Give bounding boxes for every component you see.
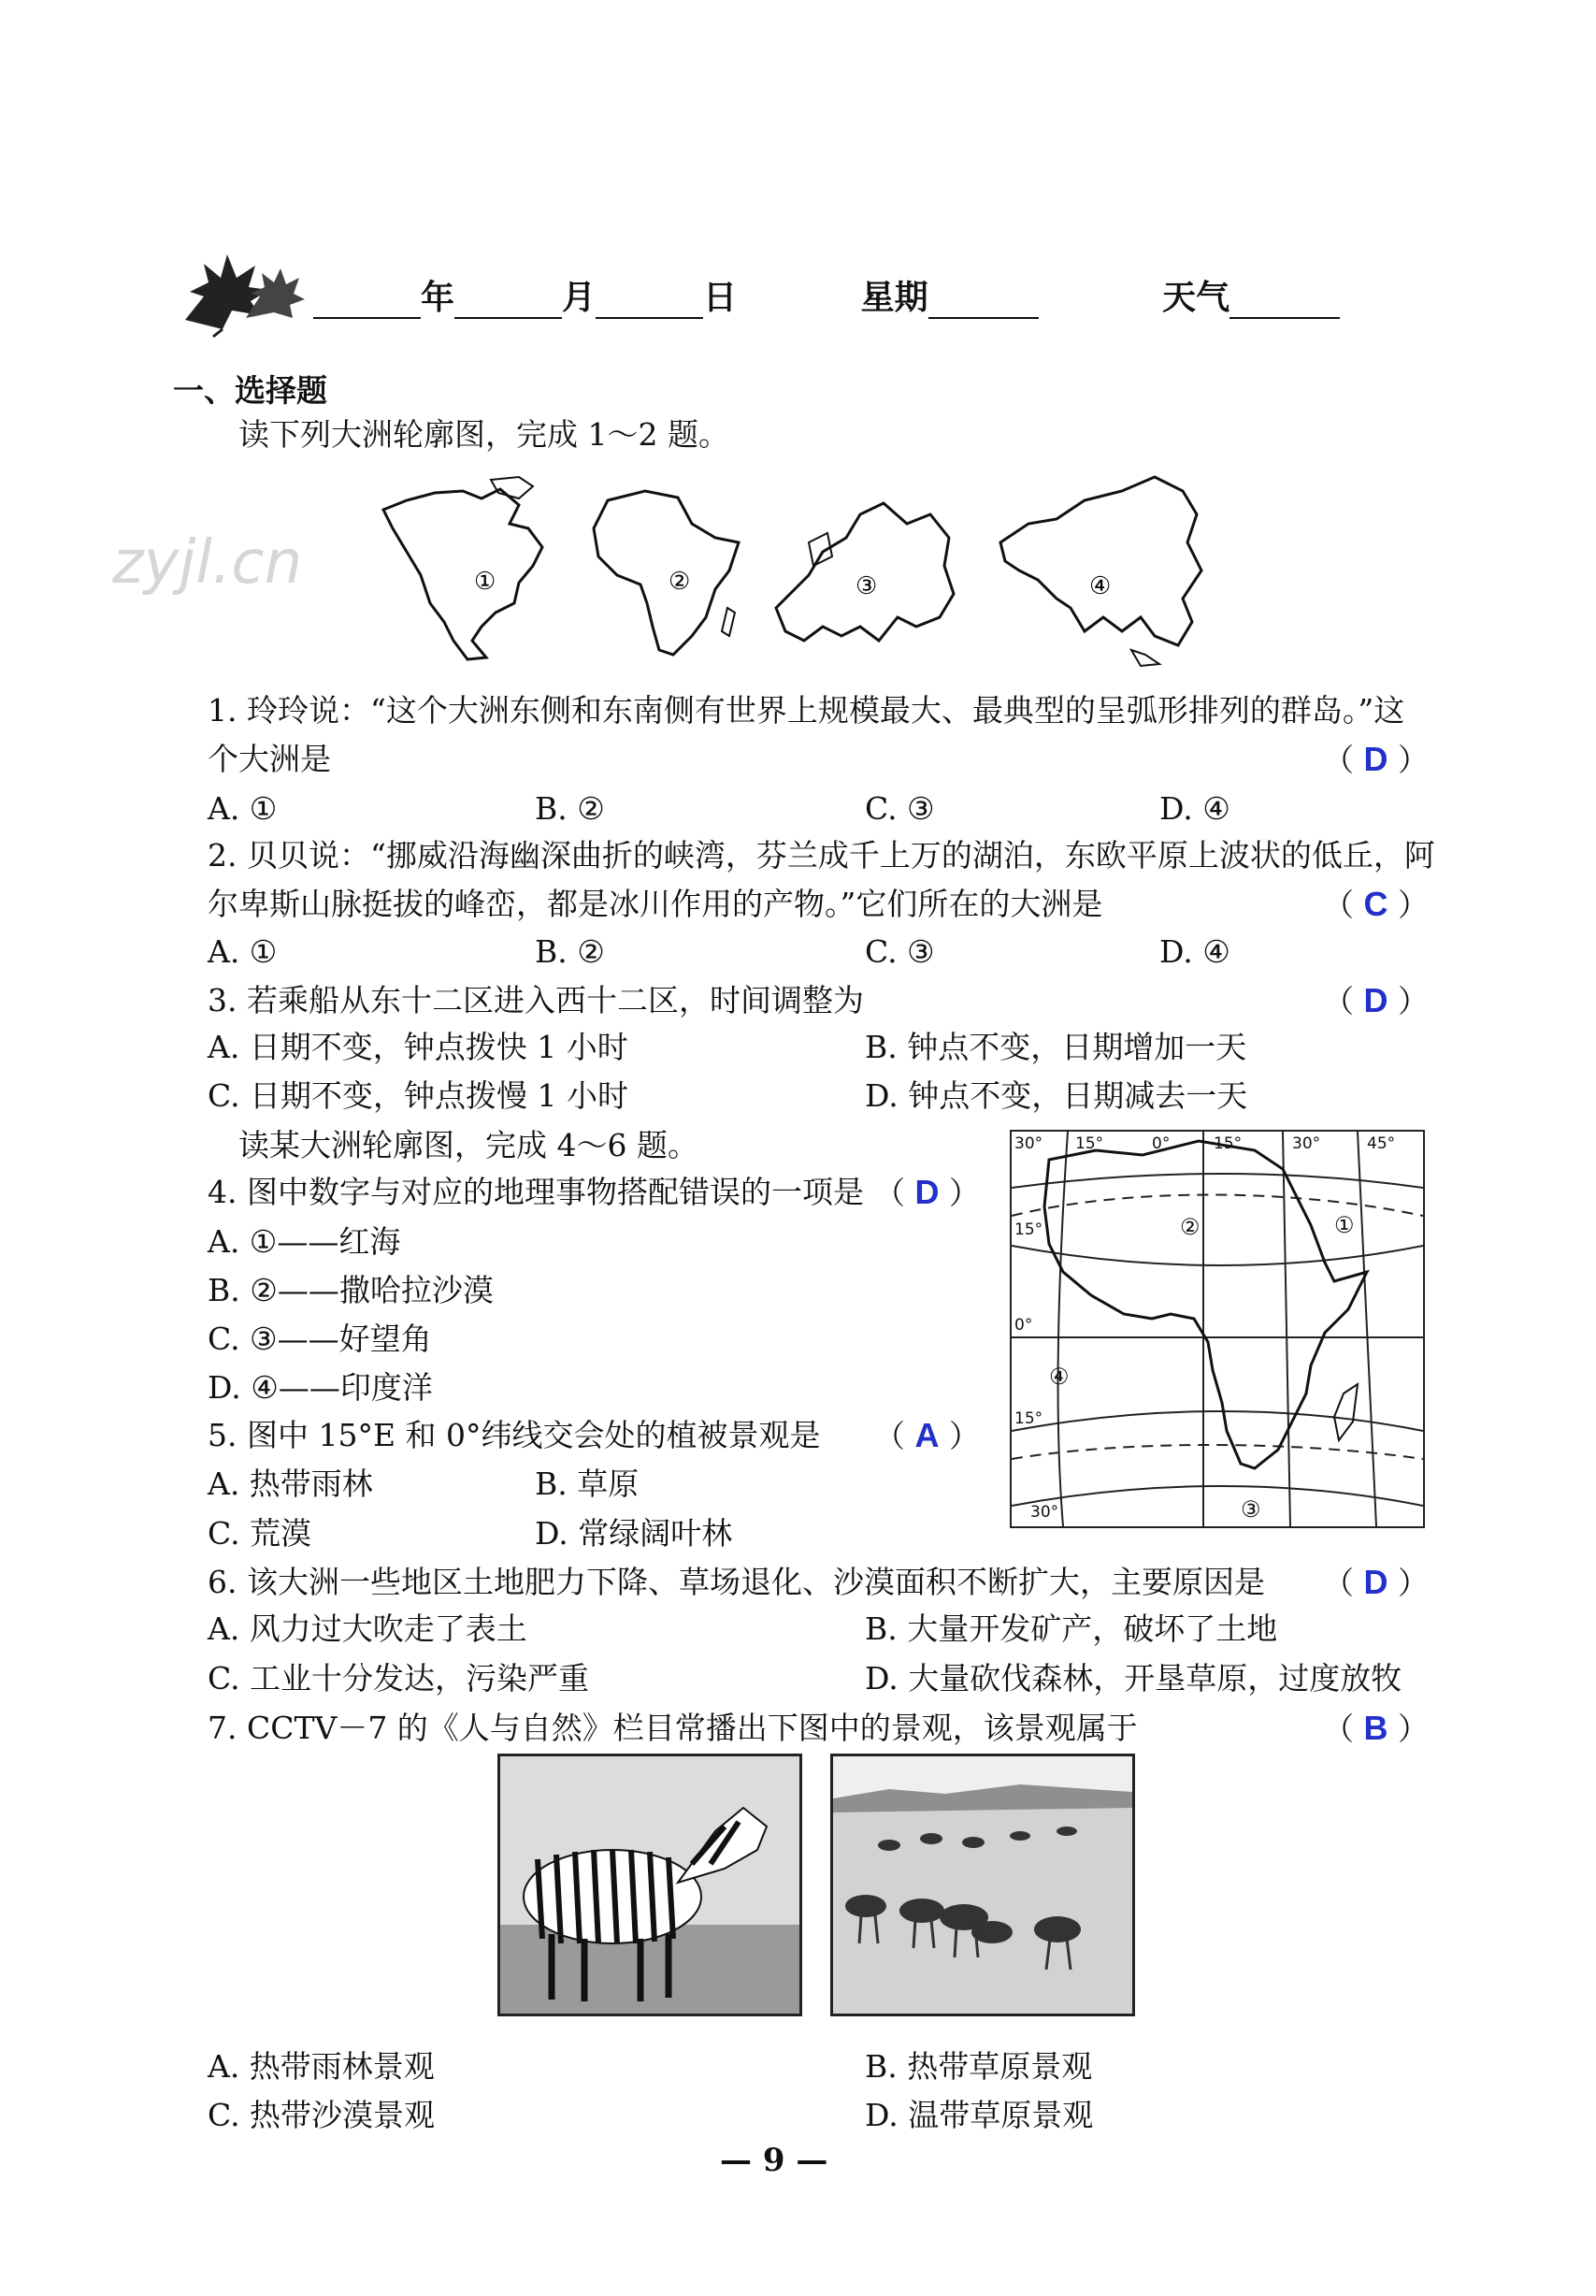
q6-answer: （ D ） — [1323, 1563, 1429, 1601]
q1-option-a[interactable]: A. ① — [208, 790, 278, 827]
q4-answer: （ D ） — [874, 1173, 980, 1211]
q6-answer-value: D — [1363, 1563, 1388, 1601]
q7-option-d[interactable]: D. 温带草原景观 — [865, 2097, 1094, 2133]
q5-option-d[interactable]: D. 常绿阔叶林 — [535, 1515, 733, 1552]
q1-option-c[interactable]: C. ③ — [865, 790, 935, 827]
q4-option-c[interactable]: C. ③——好望角 — [208, 1321, 432, 1357]
map-top-label-30w: 30° — [1014, 1134, 1043, 1153]
map-top-label-0: 0° — [1152, 1134, 1171, 1153]
week-blank[interactable] — [928, 285, 1039, 319]
day-blank[interactable] — [596, 285, 703, 319]
q5-answer-value: A — [914, 1416, 940, 1454]
q6-option-a[interactable]: A. 风力过大吹走了表土 — [208, 1610, 527, 1647]
q2-option-a[interactable]: A. ① — [208, 933, 278, 970]
q1-answer-value: D — [1363, 740, 1388, 778]
map-marker-1: ① — [1334, 1212, 1355, 1238]
map-label-3: ③ — [856, 572, 878, 600]
q1-option-b[interactable]: B. ② — [535, 790, 605, 827]
intro-q4-6: 读某大洲轮廓图，完成 4～6 题。 — [238, 1127, 698, 1163]
map-marker-3: ③ — [1241, 1496, 1261, 1523]
q2-line1: 2. 贝贝说：“挪威沿海幽深曲折的峡湾，芬兰成千上万的湖泊，东欧平原上波状的低丘，阿 — [208, 837, 1435, 874]
q7-option-c[interactable]: C. 热带沙漠景观 — [208, 2097, 436, 2133]
q4-option-d[interactable]: D. ④——印度洋 — [208, 1369, 433, 1406]
q5-line1: 5. 图中 15°E 和 0°纬线交会处的植被景观是 — [208, 1417, 821, 1453]
weather-label: 天气 — [1162, 279, 1230, 317]
q5-option-a[interactable]: A. 热带雨林 — [208, 1466, 373, 1502]
q3-option-d[interactable]: D. 钟点不变，日期减去一天 — [865, 1077, 1248, 1114]
q2-answer: （ C ） — [1323, 885, 1429, 923]
map-top-label-15w: 15° — [1075, 1134, 1104, 1153]
q6-option-b[interactable]: B. 大量开发矿产，破坏了土地 — [865, 1610, 1278, 1647]
north-america-outline — [379, 472, 594, 664]
map-label-4: ④ — [1089, 572, 1112, 600]
week-label: 星期 — [860, 279, 928, 317]
map-left-label-0: 0° — [1014, 1316, 1033, 1335]
q7-answer-value: B — [1363, 1709, 1388, 1747]
q2-option-c[interactable]: C. ③ — [865, 933, 935, 970]
map-marker-4: ④ — [1049, 1364, 1070, 1390]
map-label-1: ① — [474, 568, 496, 596]
page-number: — 9 — — [720, 2142, 828, 2179]
europe-outline — [767, 486, 963, 659]
q6-option-c[interactable]: C. 工业十分发达，污染严重 — [208, 1660, 590, 1697]
q6-line1: 6. 该大洲一些地区土地肥力下降、草场退化、沙漠面积不断扩大，主要原因是 — [208, 1564, 1265, 1600]
q2-option-d[interactable]: D. ④ — [1159, 933, 1230, 970]
q2-option-b[interactable]: B. ② — [535, 933, 605, 970]
q1-answer: （ D ） — [1323, 740, 1429, 778]
q5-answer: （ A ） — [874, 1416, 980, 1454]
q4-option-a[interactable]: A. ①——红海 — [208, 1223, 401, 1260]
map-top-label-30e: 30° — [1292, 1134, 1321, 1153]
q3-answer-value: D — [1363, 981, 1388, 1019]
q3-option-a[interactable]: A. 日期不变，钟点拨快 1 小时 — [208, 1029, 628, 1065]
year-blank[interactable] — [313, 285, 421, 319]
q7-line1: 7. CCTV－7 的《人与自然》栏目常播出下图中的景观，该景观属于 — [208, 1710, 1138, 1746]
q4-line1: 4. 图中数字与对应的地理事物搭配错误的一项是 — [208, 1174, 864, 1210]
map-left-label-15n: 15° — [1014, 1220, 1043, 1239]
zebra-photo — [497, 1754, 802, 2016]
q2-line2: 尔卑斯山脉挺拔的峰峦，都是冰川作用的产物。”它们所在的大洲是 — [208, 886, 1103, 922]
day-label: 日 — [703, 279, 738, 317]
page-number-value: 9 — [762, 2142, 785, 2179]
watermark: zyjl.cn — [112, 528, 303, 598]
map-left-label-30s: 30° — [1030, 1503, 1059, 1522]
q2-answer-value: C — [1363, 885, 1388, 923]
date-header — [313, 271, 1340, 319]
map-marker-2: ② — [1180, 1214, 1201, 1240]
q3-line1: 3. 若乘船从东十二区进入西十二区，时间调整为 — [208, 982, 864, 1018]
q7-answer: （ B ） — [1323, 1709, 1429, 1747]
q4-answer-value: D — [914, 1173, 940, 1211]
wildebeest-photo — [830, 1754, 1135, 2016]
map-label-2: ② — [669, 568, 691, 596]
q4-option-b[interactable]: B. ②——撒哈拉沙漠 — [208, 1272, 494, 1308]
section-title: 一、选择题 — [173, 372, 327, 409]
weather-blank[interactable] — [1229, 285, 1340, 319]
q7-option-b[interactable]: B. 热带草原景观 — [865, 2048, 1093, 2085]
year-label: 年 — [421, 279, 455, 317]
q3-option-b[interactable]: B. 钟点不变，日期增加一天 — [865, 1029, 1247, 1065]
q6-option-d[interactable]: D. 大量砍伐森林，开垦草原，过度放牧 — [865, 1660, 1402, 1697]
q1-line1: 1. 玲玲说：“这个大洲东侧和东南侧有世界上规模最大、最典型的呈弧形排列的群岛。”这 — [208, 692, 1405, 729]
q1-line2: 个大洲是 — [208, 741, 331, 777]
map-left-label-15s: 15° — [1014, 1409, 1043, 1428]
q1-option-d[interactable]: D. ④ — [1159, 790, 1230, 827]
q5-option-c[interactable]: C. 荒漠 — [208, 1515, 312, 1552]
maple-leaf-icon — [166, 245, 307, 339]
month-label: 月 — [562, 279, 597, 317]
q3-answer: （ D ） — [1323, 981, 1429, 1019]
africa-outline — [589, 486, 748, 664]
q7-option-a[interactable]: A. 热带雨林景观 — [208, 2048, 435, 2085]
q3-option-c[interactable]: C. 日期不变，钟点拨慢 1 小时 — [208, 1077, 629, 1114]
q5-option-b[interactable]: B. 草原 — [535, 1466, 640, 1502]
map-top-label-45e: 45° — [1367, 1134, 1396, 1153]
map-top-label-15e: 15° — [1214, 1134, 1243, 1153]
intro-q1-2: 读下列大洲轮廓图，完成 1～2 题。 — [238, 416, 729, 453]
asia-outline — [991, 468, 1215, 669]
africa-grid-map — [1010, 1130, 1425, 1528]
month-blank[interactable] — [454, 285, 562, 319]
